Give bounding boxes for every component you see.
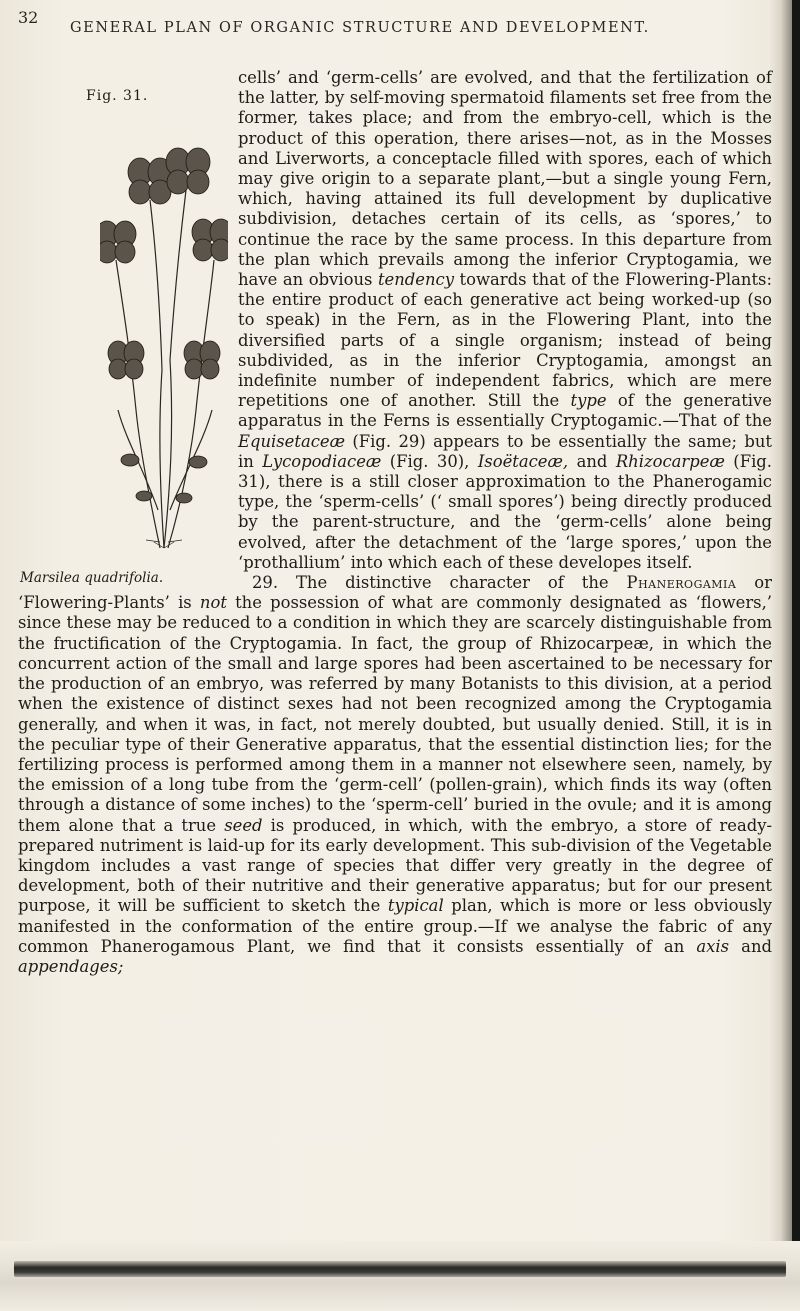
page-number: 32 [18,8,39,27]
marsilea-plant-illustration [100,110,228,550]
text-run: (Fig. 31), there is a still closer approximation to the Phanerogamic type, the ‘sperm-cells’ (‘ small spores’) being directly produced by the parent-structure, and the ‘germ-cells’ alone being evolved, after the detachment of the ‘large spores,’ upon the ‘prothallium’ into which each of these developes itself. [238,451,773,572]
body-text [18,68,772,977]
text-run: (Fig. 30), [381,451,478,471]
page-edge [792,0,800,1311]
text-run: towards that of the Flowering-Plants: the entire product of each generative act being worked-up (so to speak) in the Fern, as in the Flowering Plant, into the diversified parts of a single organism; instead of being subdivided, as in the inferior Cryptogamia, amongst an indefinite number of independent fabrics, which are mere repetitions one of another. Still the [238,270,772,411]
text-run: is produced, in which, with the embryo, a store of ready-prepared nutriment is laid-up for its early development. This sub-division of the Vegetable kingdom includes a vast range of species that differ very greatly in the degree of development, both of their nutritive and their generative apparatus; but for our present purpose, it will be sufficient to sketch the [18,815,773,916]
page-header [18,8,758,38]
paragraph [18,573,772,977]
text-run: of the generative apparatus in the Ferns is essentially Cryptogamic.—That of the [238,391,772,431]
page-bottom-edge [14,1261,786,1277]
italic-text: typical [387,896,444,916]
small-caps-text: Phanerogamia [626,573,737,593]
italic-text: Rhizocarpeæ [615,451,725,471]
figure-caption: Marsilea quadrifolia. [20,569,164,586]
text-run: or ‘Flowering-Plants’ is [18,573,772,613]
italic-text: appendages; [18,956,124,976]
running-head: GENERAL PLAN OF ORGANIC STRUCTURE AND DEVELOPMENT. [70,20,650,36]
italic-text: axis [696,936,730,956]
text-run: and [568,451,616,471]
italic-text: tendency [377,270,454,290]
italic-text: Lycopodiaceæ [262,451,382,471]
text-run: 29. The distinctive character of the [252,573,627,593]
italic-text: Equisetaceæ [238,431,346,451]
text-run: plan, which is more or less obviously manifested in the conformation of the entire group.—If we analyse the fabric of any common Phanerogamous Plant, we find that it consists essentially of an [18,896,772,956]
italic-text: not [199,593,227,613]
text-run: the possession of what are commonly designated as ‘flowers,’ since these may be reduced to a condition in which they are scarcely distinguishable from the fructification of the Cryptogamia. In fact, the group of Rhizocarpeæ, in which the concurrent action of the small and large spores had been ascertained to be necessary for the production of an embryo, was referred by many Botanists to this division, at a period when the existence of distinct sexes had not been recognized among the Cryptogamia generally, and when it was, in fact, not merely doubted, but usually denied. Still, it is in the peculiar type of their Generative apparatus, that the essential distinction lies; for the fertilizing process is performed among them in a manner not elsewhere seen, namely, by the emission of a long tube from the ‘germ-cell’ (pollen-grain), which finds its way (often through a distance of some inches) to the ‘sperm-cell’ buried in the ovule; and it is among them alone that a true [18,593,773,835]
italic-text: Isoëtaceæ, [477,451,569,471]
text-run: and [729,936,772,956]
text-run: (Fig. 29) appears to be essentially the same; but in [238,431,772,471]
text-run: cells’ and ‘germ-cells’ are evolved, and that the fertilization of the latter, by self-moving spermatoid filaments set free from the former, takes place; and from the embryo-cell, which is the product of this operation, there arises—not, as in the Mosses and Liverworts, a conceptacle filled with spores, each of which may give origin to a separate plant,—but a single young Fern, which, having attained its full development by duplicative subdivision, detaches certain of its cells, as ‘spores,’ to continue the race by the same process. In this departure from the plan which prevails among the inferior Cryptogamia, we have an obvious [238,68,772,290]
figure-label: Fig. 31. [86,88,149,104]
italic-text: seed [224,815,263,835]
italic-text: type [570,391,607,411]
figure-31 [18,68,230,586]
